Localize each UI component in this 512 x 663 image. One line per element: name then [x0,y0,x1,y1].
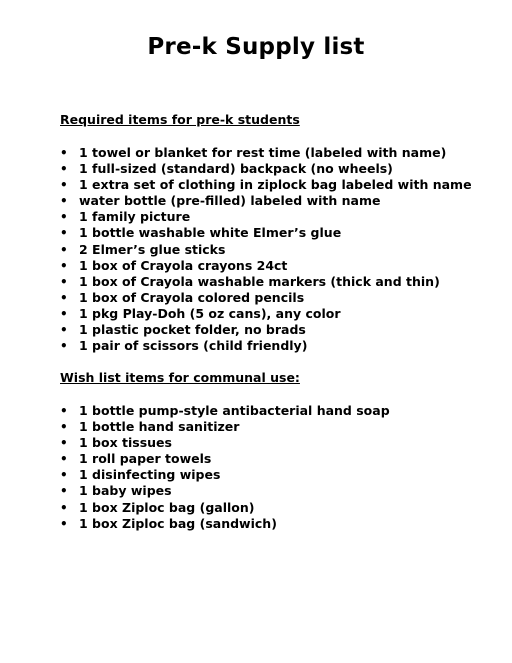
list-item-text: 1 bottle washable white Elmer’s glue [79,225,342,241]
list-item-text: 1 bottle hand sanitizer [79,419,240,435]
wish-list-items [60,403,390,532]
list-item-text: 1 baby wipes [79,483,172,499]
list-item-text: 1 extra set of clothing in ziplock bag labeled with name [79,177,472,193]
list-item-text: 1 box Ziploc bag (gallon) [79,499,255,515]
list-item-text: water bottle (pre-filled) labeled with name [79,193,381,209]
bullet-icon: • [60,226,68,241]
list-item-text: 1 box Ziploc bag (sandwich) [79,515,277,531]
bullet-icon: • [60,516,68,531]
list-item [60,209,472,225]
list-item [60,500,390,516]
list-item [60,274,472,290]
list-item [60,145,472,161]
list-item [60,451,390,467]
required-items-list [60,145,472,354]
required-items-heading: Required items for pre-k students [60,112,300,127]
list-item [60,258,472,274]
list-item-text: 1 pair of scissors (child friendly) [79,338,308,354]
bullet-icon: • [60,452,68,467]
bullet-icon: • [60,290,68,305]
list-item [60,290,472,306]
list-item-text: 1 towel or blanket for rest time (labeled with name) [79,145,447,160]
list-item-text: 1 roll paper towels [79,451,212,467]
list-item [60,193,472,209]
bullet-icon: • [60,178,68,193]
list-item [60,322,472,338]
list-item-text: 1 box of Crayola washable markers (thick and thin) [79,273,440,289]
bullet-icon: • [60,404,68,418]
list-item-text: 1 disinfecting wipes [79,467,221,483]
list-item [60,161,472,177]
bullet-icon: • [60,162,68,177]
list-item-text: 1 family picture [79,209,191,225]
bullet-icon: • [60,146,68,160]
list-item [60,516,390,532]
list-item [60,483,390,499]
bullet-icon: • [60,242,68,257]
list-item [60,467,390,483]
bullet-icon: • [60,194,68,209]
list-item-text: 1 box of Crayola crayons 24ct [79,257,288,273]
bullet-icon: • [60,484,68,499]
list-item [60,225,472,241]
list-item [60,306,472,322]
bullet-icon: • [60,258,68,273]
bullet-icon: • [60,420,68,435]
bullet-icon: • [60,436,68,451]
list-item-text: 2 Elmer’s glue sticks [79,241,226,257]
bullet-icon: • [60,210,68,225]
list-item [60,419,390,435]
bullet-icon: • [60,274,68,289]
list-item-text: 1 bottle pump-style antibacterial hand soap [79,403,390,418]
list-item-text: 1 pkg Play-Doh (5 oz cans), any color [79,305,341,321]
list-item [60,403,390,419]
bullet-icon: • [60,306,68,321]
bullet-icon: • [60,500,68,515]
list-item-text: 1 plastic pocket folder, no brads [79,322,306,338]
page-title: Pre-k Supply list [147,34,365,60]
bullet-icon: • [60,468,68,483]
list-item-text: 1 full-sized (standard) backpack (no wheels) [79,161,393,177]
list-item-text: 1 box tissues [79,435,172,451]
bullet-icon: • [60,323,68,338]
list-item [60,242,472,258]
bullet-icon: • [60,339,68,354]
list-item [60,177,472,193]
wish-list-heading: Wish list items for communal use: [60,370,300,385]
list-item [60,435,390,451]
list-item [60,338,472,354]
list-item-text: 1 box of Crayola colored pencils [79,289,305,305]
